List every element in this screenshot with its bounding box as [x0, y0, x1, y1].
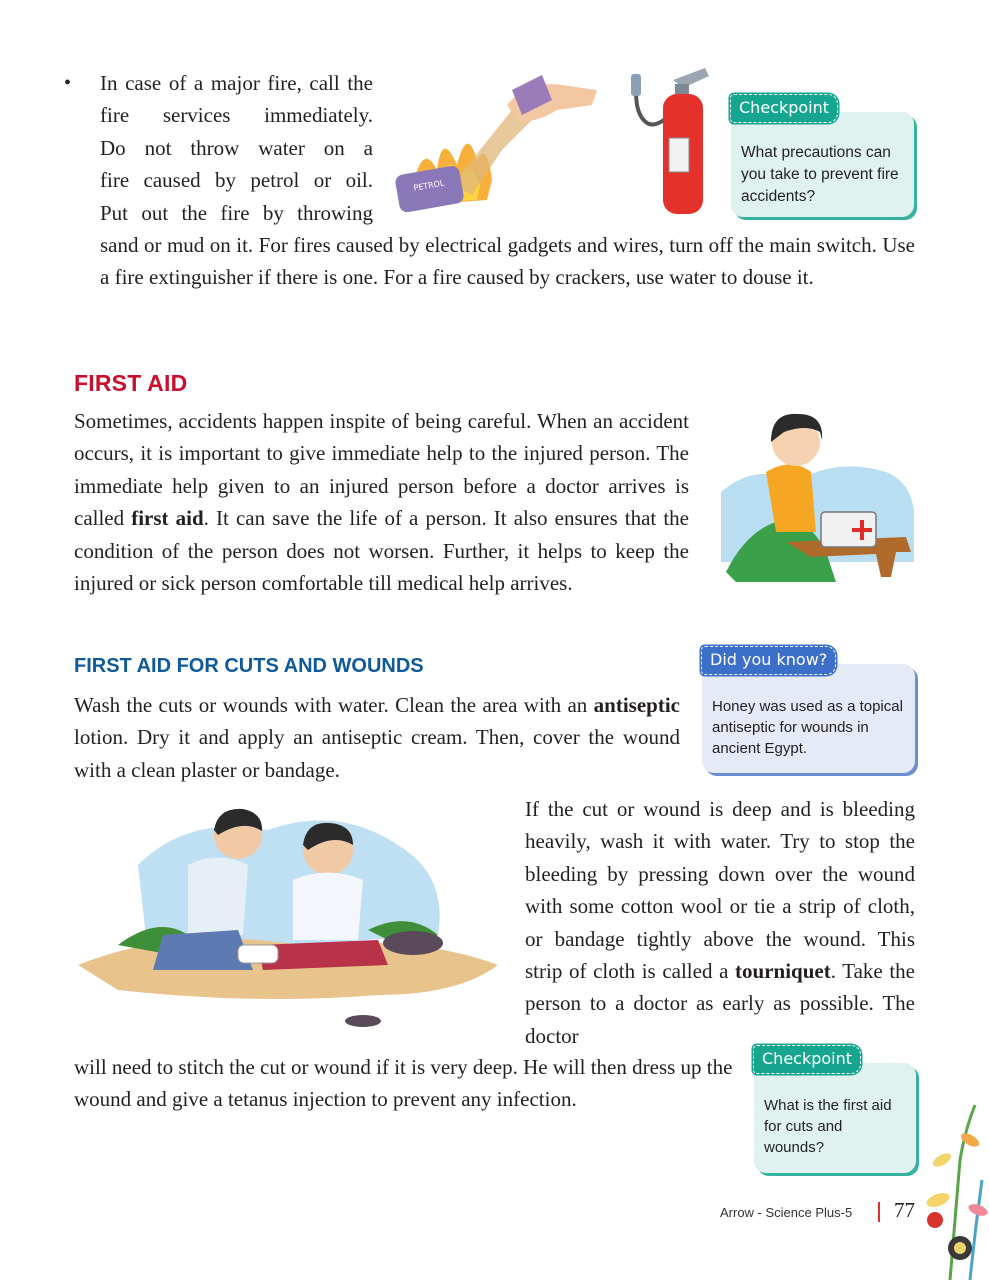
antiseptic-term: antiseptic — [593, 693, 680, 717]
bullet-marker: • — [64, 72, 72, 94]
fire-line-3: Do not throw water on a — [100, 135, 373, 160]
cuts-paragraph-3: will need to stitch the cut or wound if it is very deep. He will then dress up the wound and give a tetanus injection to prevent any infection. — [74, 1055, 733, 1112]
floral-decoration — [920, 1100, 989, 1280]
checkpoint-question-2: What is the first aid for cuts and wounds? — [764, 1097, 892, 1156]
cuts-text-2a: If the cut or wound is deep and is bleeding heavily, wash it with water. Try to stop the bleeding by pressing down over the wound with some cotton wool or tie a strip of cloth, or bandage tightly above the wound. This strip of cloth is called a — [525, 797, 915, 984]
fire-line-5: Put out the fire by throwing — [100, 200, 373, 225]
petrol-label: PETROL — [412, 178, 446, 193]
fire-line-4: fire caused by petrol or oil. — [100, 168, 373, 193]
sand-on-fire-illustration — [392, 70, 607, 220]
did-you-know-text: Honey was used as a topical antiseptic for wounds in ancient Egypt. — [712, 698, 903, 757]
cuts-text-1b: lotion. Dry it and apply an antiseptic cream. Then, cover the wound with a clean plaster or bandage. — [74, 725, 680, 782]
boys-bandaging-illustration — [78, 795, 508, 1035]
cuts-paragraph-1 — [74, 689, 680, 786]
cuts-wounds-heading: FIRST AID FOR CUTS AND WOUNDS — [74, 655, 424, 677]
checkpoint-question: What precautions can you take to prevent fire accidents? — [741, 144, 899, 205]
checkpoint-tag-2: Checkpoint — [753, 1045, 861, 1074]
page-number: 77 — [894, 1198, 915, 1222]
first-aid-text-2: . It can save the life of a person. It also ensures that the condition of the person does not worsen. Further, it helps to keep the injured or sick person comfortable till medical help arrives. — [74, 506, 689, 596]
fire-bullet-lines — [100, 67, 373, 229]
tourniquet-term: tourniquet — [735, 959, 831, 984]
girl-first-aid-kit-illustration — [716, 402, 916, 587]
fire-line-1: In case of a major fire, call the — [100, 71, 373, 95]
ladybug-icon — [927, 1212, 943, 1228]
fire-paragraph: sand or mud on it. For fires caused by electrical gadgets and wires, turn off the main switch. Use a fire extinguisher if there is one. For a fire caused by crackers, use water to douse it. — [100, 233, 915, 290]
cuts-text-2b: . Take the person to a doctor as early as possible. The doctor — [525, 959, 915, 1048]
cuts-paragraph-2 — [525, 793, 915, 1052]
footer-book-title: Arrow - Science Plus-5 — [720, 1205, 853, 1220]
did-you-know-tag: Did you know? — [701, 646, 836, 675]
footer-divider — [878, 1202, 880, 1222]
fire-line-2: fire services immediately. — [100, 103, 373, 128]
first-aid-term: first aid — [131, 506, 204, 531]
did-you-know-box — [702, 650, 915, 773]
fire-extinguisher-illustration — [625, 68, 715, 218]
first-aid-text-1: Sometimes, accidents happen inspite of being careful. When an accident occurs, it is important to give immediate help to the injured person. The immediate help given to an injured person before a doctor arrives is called — [74, 409, 689, 531]
first-aid-paragraph — [74, 405, 689, 599]
petrol-can — [394, 165, 465, 214]
checkpoint-box-cuts — [754, 1049, 916, 1173]
first-aid-heading: FIRST AID — [74, 370, 188, 396]
checkpoint-box-fire — [731, 98, 914, 217]
cuts-text-1a: Wash the cuts or wounds with water. Clean the area with an — [74, 693, 594, 717]
checkpoint-tag: Checkpoint — [730, 94, 838, 123]
